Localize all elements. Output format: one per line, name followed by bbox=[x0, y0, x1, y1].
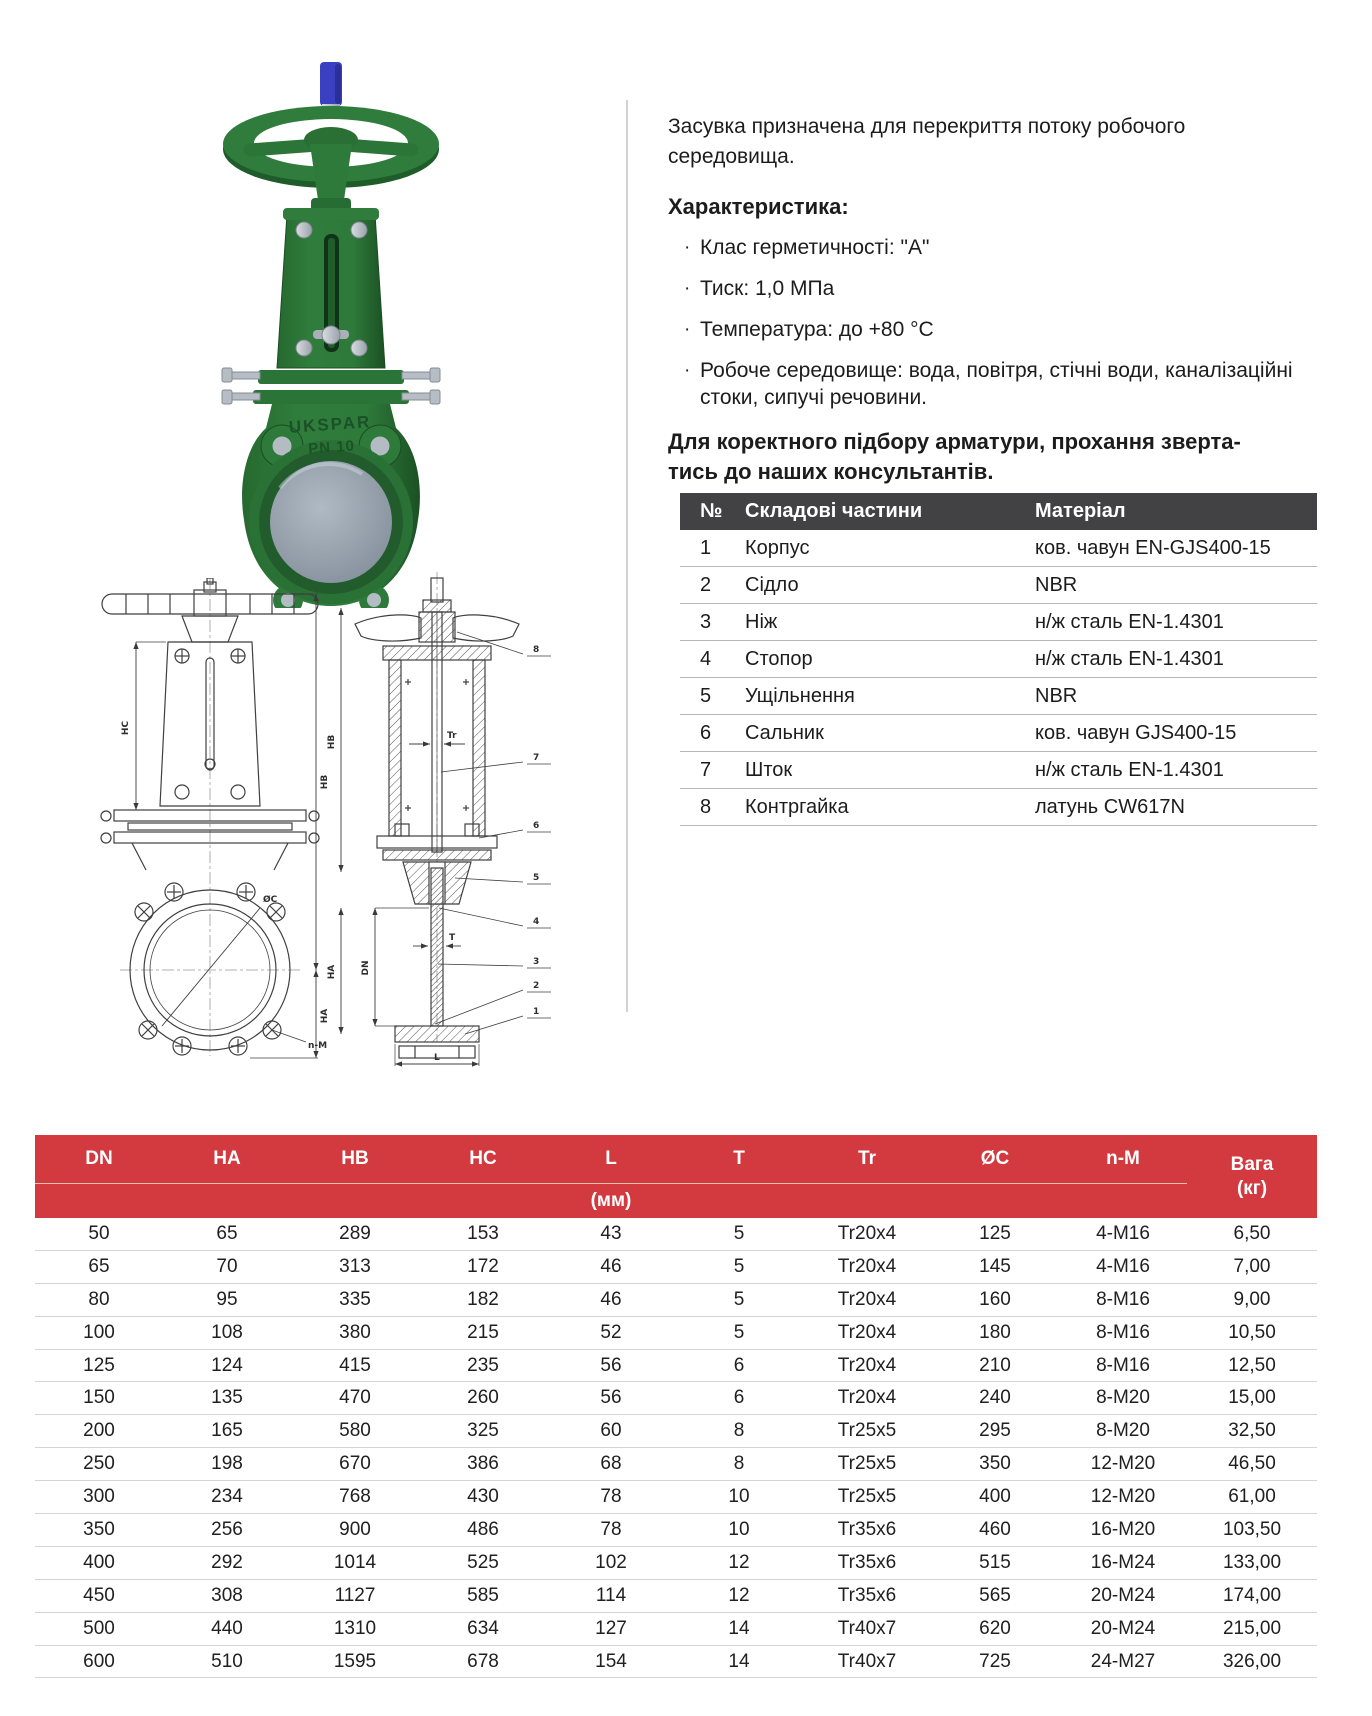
front-dim-hc: HC bbox=[121, 720, 131, 736]
cell-l: 68 bbox=[600, 1453, 622, 1475]
cell-weight: 7,00 bbox=[1233, 1255, 1271, 1277]
parts-table-row bbox=[680, 752, 1317, 789]
valve-photo bbox=[171, 48, 601, 608]
cell-hb: 415 bbox=[339, 1354, 371, 1376]
dim-header-cell: HB bbox=[341, 1148, 369, 1169]
cell-weight: 9,00 bbox=[1233, 1288, 1271, 1310]
valve-graphic bbox=[222, 62, 440, 608]
dimensions-table-header bbox=[35, 1135, 1317, 1218]
dimension-row bbox=[35, 1284, 1317, 1317]
part-material: н/ж сталь EN-1.4301 bbox=[1035, 647, 1224, 670]
cell-hb: 289 bbox=[339, 1222, 371, 1244]
cell-oc: 515 bbox=[979, 1551, 1011, 1573]
parts-table-row bbox=[680, 530, 1317, 567]
cell-weight: 61,00 bbox=[1228, 1486, 1276, 1508]
callout-3: 3 bbox=[533, 957, 540, 967]
cell-ha: 65 bbox=[216, 1222, 238, 1244]
cell-oc: 620 bbox=[979, 1617, 1011, 1639]
dimension-row bbox=[35, 1481, 1317, 1514]
cell-hc: 486 bbox=[467, 1518, 499, 1540]
dim-header-cell: ØC bbox=[980, 1148, 1010, 1169]
dimension-row bbox=[35, 1218, 1317, 1251]
section-dim-hb: HB bbox=[327, 734, 337, 750]
cell-dn: 250 bbox=[83, 1453, 115, 1475]
cell-tr: Tr20x4 bbox=[837, 1288, 897, 1310]
part-material: н/ж сталь EN-1.4301 bbox=[1035, 758, 1224, 781]
part-material: латунь CW617N bbox=[1035, 795, 1185, 818]
cell-tr: Tr25x5 bbox=[837, 1453, 897, 1475]
cell-l: 78 bbox=[600, 1518, 622, 1540]
characteristic-item bbox=[668, 275, 1313, 302]
part-name: Стопор bbox=[745, 647, 813, 670]
cell-t: 5 bbox=[733, 1255, 745, 1277]
cell-t: 10 bbox=[728, 1518, 750, 1540]
cell-t: 10 bbox=[728, 1486, 750, 1508]
parts-table-row bbox=[680, 604, 1317, 641]
cell-hc: 260 bbox=[467, 1387, 499, 1409]
pn-emboss: PN 10 bbox=[307, 437, 356, 458]
cell-weight: 103,50 bbox=[1222, 1518, 1282, 1540]
cell-l: 56 bbox=[600, 1387, 622, 1409]
cell-tr: Tr35x6 bbox=[837, 1584, 897, 1606]
cell-t: 5 bbox=[733, 1288, 745, 1310]
bullet-icon: · bbox=[684, 237, 691, 258]
cell-hb: 580 bbox=[339, 1420, 371, 1442]
cell-dn: 600 bbox=[83, 1650, 115, 1672]
cell-ha: 440 bbox=[211, 1617, 243, 1639]
part-name: Контргайка bbox=[745, 795, 849, 818]
cell-nm: 12-M20 bbox=[1090, 1486, 1156, 1508]
dimension-row bbox=[35, 1350, 1317, 1383]
cell-t: 8 bbox=[733, 1420, 745, 1442]
cell-t: 6 bbox=[733, 1387, 745, 1409]
cell-t: 12 bbox=[728, 1551, 750, 1573]
cell-l: 114 bbox=[595, 1584, 627, 1606]
cell-weight: 133,00 bbox=[1222, 1551, 1282, 1573]
cell-t: 6 bbox=[733, 1354, 745, 1376]
part-number: 2 bbox=[700, 573, 712, 596]
part-name: Ущільнення bbox=[745, 684, 855, 707]
cell-weight: 10,50 bbox=[1228, 1321, 1276, 1343]
cell-hc: 182 bbox=[467, 1288, 499, 1310]
part-material: NBR bbox=[1035, 573, 1078, 596]
cell-ha: 124 bbox=[211, 1354, 243, 1376]
cell-l: 154 bbox=[595, 1650, 627, 1672]
cell-dn: 125 bbox=[83, 1354, 115, 1376]
cell-hc: 235 bbox=[467, 1354, 499, 1376]
part-name: Сальник bbox=[745, 721, 824, 744]
cell-dn: 500 bbox=[83, 1617, 115, 1639]
cell-oc: 565 bbox=[979, 1584, 1011, 1606]
dimension-row bbox=[35, 1514, 1317, 1547]
cell-hb: 1127 bbox=[334, 1584, 376, 1606]
cell-nm: 8-M16 bbox=[1096, 1321, 1150, 1343]
callout-8: 8 bbox=[533, 645, 540, 655]
cell-oc: 460 bbox=[979, 1518, 1011, 1540]
cell-l: 52 bbox=[600, 1321, 622, 1343]
cell-ha: 198 bbox=[211, 1453, 243, 1475]
cell-ha: 95 bbox=[216, 1288, 238, 1310]
brand-emboss: UKSPAR bbox=[288, 412, 372, 437]
parts-table-body bbox=[680, 530, 1317, 826]
cell-ha: 308 bbox=[211, 1584, 243, 1606]
part-number: 5 bbox=[700, 684, 712, 707]
cell-tr: Tr35x6 bbox=[837, 1518, 897, 1540]
cell-dn: 150 bbox=[83, 1387, 115, 1409]
cell-hc: 215 bbox=[467, 1321, 499, 1343]
cell-hc: 172 bbox=[467, 1255, 499, 1277]
part-material: NBR bbox=[1035, 684, 1078, 707]
bullet-icon: · bbox=[684, 319, 691, 340]
bullet-icon: · bbox=[684, 360, 691, 381]
cell-hb: 470 bbox=[339, 1387, 371, 1409]
cell-weight: 215,00 bbox=[1222, 1617, 1282, 1639]
cell-nm: 4-M16 bbox=[1096, 1222, 1150, 1244]
weight-header-unit: (кг) bbox=[1236, 1177, 1268, 1199]
callout-6: 6 bbox=[533, 821, 540, 831]
dim-header-cell: HA bbox=[213, 1148, 241, 1169]
cell-tr: Tr40x7 bbox=[837, 1650, 897, 1672]
cell-t: 5 bbox=[733, 1321, 745, 1343]
cell-hc: 678 bbox=[467, 1650, 499, 1672]
dimension-row bbox=[35, 1415, 1317, 1448]
section-dim-l: L bbox=[434, 1053, 440, 1063]
cell-hb: 900 bbox=[339, 1518, 371, 1540]
cell-tr: Tr20x4 bbox=[837, 1354, 897, 1376]
cell-ha: 510 bbox=[211, 1650, 243, 1672]
cell-oc: 400 bbox=[979, 1486, 1011, 1508]
cell-oc: 180 bbox=[979, 1321, 1011, 1343]
part-number: 7 bbox=[700, 758, 712, 781]
cell-t: 12 bbox=[728, 1584, 750, 1606]
cell-t: 14 bbox=[728, 1617, 750, 1639]
part-number: 4 bbox=[700, 647, 712, 670]
parts-table bbox=[680, 493, 1317, 826]
dimension-row bbox=[35, 1317, 1317, 1350]
cell-tr: Tr20x4 bbox=[837, 1222, 897, 1244]
bullet-icon: · bbox=[684, 278, 691, 299]
dim-header-cell: L bbox=[605, 1148, 617, 1169]
dimension-row bbox=[35, 1382, 1317, 1415]
callout-7: 7 bbox=[533, 753, 540, 763]
part-material: ков. чавун GJS400-15 bbox=[1035, 721, 1237, 744]
cell-l: 78 bbox=[600, 1486, 622, 1508]
cell-hc: 585 bbox=[467, 1584, 499, 1606]
front-dim-hb: HB bbox=[320, 774, 330, 790]
cell-hb: 380 bbox=[339, 1321, 371, 1343]
parts-table-row bbox=[680, 715, 1317, 752]
part-number: 6 bbox=[700, 721, 712, 744]
cell-tr: Tr20x4 bbox=[837, 1255, 897, 1277]
vertical-divider bbox=[626, 100, 628, 1012]
front-view-drawing bbox=[70, 578, 350, 1068]
cell-dn: 300 bbox=[83, 1486, 115, 1508]
section-dim-dn: DN bbox=[361, 960, 371, 976]
cell-oc: 295 bbox=[979, 1420, 1011, 1442]
cell-ha: 165 bbox=[211, 1420, 243, 1442]
cell-weight: 46,50 bbox=[1228, 1453, 1276, 1475]
cell-dn: 65 bbox=[88, 1255, 110, 1277]
callout-1: 1 bbox=[533, 1007, 540, 1017]
cell-nm: 20-M24 bbox=[1090, 1617, 1156, 1639]
cell-hb: 1595 bbox=[333, 1650, 377, 1672]
cell-weight: 15,00 bbox=[1228, 1387, 1276, 1409]
cell-ha: 234 bbox=[211, 1486, 243, 1508]
parts-header-name: Складові частини bbox=[745, 500, 923, 522]
characteristic-item bbox=[668, 357, 1313, 411]
cell-t: 5 bbox=[733, 1222, 745, 1244]
dimension-row bbox=[35, 1547, 1317, 1580]
cell-nm: 4-M16 bbox=[1096, 1255, 1150, 1277]
cell-hc: 525 bbox=[467, 1551, 499, 1573]
section-view-drawing bbox=[325, 572, 605, 1072]
cell-l: 46 bbox=[600, 1288, 622, 1310]
cell-oc: 725 bbox=[979, 1650, 1011, 1672]
part-number: 1 bbox=[700, 536, 712, 559]
cell-ha: 108 bbox=[211, 1321, 243, 1343]
characteristic-text: Тиск: 1,0 МПа bbox=[700, 277, 835, 300]
stem-cap-shade bbox=[335, 64, 341, 104]
cell-l: 60 bbox=[600, 1420, 622, 1442]
cell-dn: 450 bbox=[83, 1584, 115, 1606]
cell-t: 8 bbox=[733, 1453, 745, 1475]
section-dim-ha: HA bbox=[327, 964, 337, 980]
dim-header-cell: HC bbox=[469, 1148, 497, 1169]
cell-tr: Tr20x4 bbox=[837, 1321, 897, 1343]
cell-nm: 16-M20 bbox=[1090, 1518, 1156, 1540]
characteristic-text: Температура: до +80 °C bbox=[700, 318, 934, 341]
consultant-note bbox=[668, 427, 1313, 487]
cell-l: 102 bbox=[595, 1551, 627, 1573]
cell-weight: 174,00 bbox=[1222, 1584, 1282, 1606]
dimensions-table-body bbox=[35, 1218, 1317, 1678]
cell-hc: 634 bbox=[467, 1617, 499, 1639]
unit-row: (мм) bbox=[35, 1183, 1187, 1218]
cell-nm: 8-M20 bbox=[1096, 1420, 1150, 1442]
cell-dn: 200 bbox=[83, 1420, 115, 1442]
cell-l: 127 bbox=[595, 1617, 627, 1639]
characteristic-item bbox=[668, 316, 1313, 343]
cell-ha: 292 bbox=[211, 1551, 243, 1573]
front-dim-nm: n-M bbox=[308, 1041, 328, 1051]
cell-nm: 8-M16 bbox=[1096, 1354, 1150, 1376]
cell-ha: 135 bbox=[211, 1387, 243, 1409]
dim-header-cell: T bbox=[733, 1148, 745, 1169]
cell-hc: 386 bbox=[467, 1453, 499, 1475]
cell-t: 14 bbox=[728, 1650, 750, 1672]
weight-header bbox=[1187, 1135, 1317, 1218]
callout-4: 4 bbox=[533, 917, 540, 927]
cell-ha: 256 bbox=[211, 1518, 243, 1540]
gland-flange bbox=[222, 368, 440, 404]
callout-5: 5 bbox=[533, 873, 540, 883]
parts-table-row bbox=[680, 567, 1317, 604]
cell-nm: 20-M24 bbox=[1090, 1584, 1156, 1606]
cell-weight: 32,50 bbox=[1228, 1420, 1276, 1442]
note-line-2: тись до наших консультантів. bbox=[668, 459, 994, 484]
cell-oc: 350 bbox=[979, 1453, 1011, 1475]
parts-table-header bbox=[680, 493, 1317, 530]
dimension-row bbox=[35, 1613, 1317, 1646]
cell-dn: 400 bbox=[83, 1551, 115, 1573]
dimension-row bbox=[35, 1251, 1317, 1284]
cell-oc: 240 bbox=[979, 1387, 1011, 1409]
weight-header-label: Вага bbox=[1230, 1153, 1274, 1175]
characteristic-item bbox=[668, 234, 1313, 261]
cell-oc: 125 bbox=[979, 1222, 1011, 1244]
part-material: ков. чавун EN-GJS400-15 bbox=[1035, 536, 1271, 559]
cell-l: 46 bbox=[600, 1255, 622, 1277]
dim-header-cell: Tr bbox=[858, 1148, 876, 1169]
lead-paragraph: Засувка призначена для перекриття потоку робочого середовища. bbox=[668, 115, 1186, 168]
cell-hb: 313 bbox=[339, 1255, 371, 1277]
cell-tr: Tr20x4 bbox=[837, 1387, 897, 1409]
cell-oc: 160 bbox=[979, 1288, 1011, 1310]
dimension-row bbox=[35, 1580, 1317, 1613]
cell-dn: 80 bbox=[88, 1288, 110, 1310]
cell-dn: 350 bbox=[83, 1518, 115, 1540]
cell-hc: 153 bbox=[467, 1222, 499, 1244]
dim-header-cell: n-M bbox=[1106, 1148, 1140, 1169]
cell-nm: 16-M24 bbox=[1090, 1551, 1156, 1573]
cell-dn: 100 bbox=[83, 1321, 115, 1343]
cell-tr: Tr25x5 bbox=[837, 1486, 897, 1508]
characteristic-text: Робоче середовище: вода, повітря, стічні води, каналізаційні стоки, сипучі речовини. bbox=[700, 359, 1293, 409]
yoke bbox=[277, 208, 385, 368]
front-dim-oc: ØC bbox=[263, 895, 278, 905]
cell-l: 56 bbox=[600, 1354, 622, 1376]
intro-block bbox=[668, 112, 1313, 487]
handwheel bbox=[223, 106, 439, 200]
note-line-1: Для коректного підбору арматури, прохання зверта- bbox=[668, 429, 1241, 454]
characteristics-title: Характеристика: bbox=[668, 194, 849, 219]
cell-tr: Tr25x5 bbox=[837, 1420, 897, 1442]
dim-header-cell: DN bbox=[85, 1148, 113, 1169]
part-number: 8 bbox=[700, 795, 712, 818]
cell-oc: 145 bbox=[979, 1255, 1011, 1277]
cell-dn: 50 bbox=[88, 1222, 110, 1244]
cell-tr: Tr40x7 bbox=[837, 1617, 897, 1639]
part-number: 3 bbox=[700, 610, 712, 633]
characteristic-text: Клас герметичності: "А" bbox=[700, 236, 930, 259]
cell-weight: 12,50 bbox=[1228, 1354, 1276, 1376]
parts-header-number: № bbox=[700, 500, 723, 522]
cell-nm: 8-M16 bbox=[1096, 1288, 1150, 1310]
cell-hb: 768 bbox=[339, 1486, 371, 1508]
cell-weight: 326,00 bbox=[1222, 1650, 1282, 1672]
cell-hc: 325 bbox=[467, 1420, 499, 1442]
characteristics-list bbox=[668, 234, 1313, 411]
cell-hb: 335 bbox=[339, 1288, 371, 1310]
cell-hb: 1014 bbox=[333, 1551, 377, 1573]
part-material: н/ж сталь EN-1.4301 bbox=[1035, 610, 1224, 633]
parts-table-row bbox=[680, 789, 1317, 826]
callout-2: 2 bbox=[533, 981, 540, 991]
cell-nm: 8-M20 bbox=[1096, 1387, 1150, 1409]
front-dim-ha: HA bbox=[320, 1008, 330, 1024]
part-name: Ніж bbox=[745, 610, 778, 633]
cell-hb: 1310 bbox=[333, 1617, 377, 1639]
parts-table-row bbox=[680, 641, 1317, 678]
cell-weight: 6,50 bbox=[1233, 1222, 1271, 1244]
dimensions-table bbox=[35, 1135, 1317, 1678]
section-dim-tr: Tr bbox=[447, 731, 457, 741]
part-name: Сідло bbox=[745, 573, 799, 596]
cell-nm: 24-M27 bbox=[1090, 1650, 1156, 1672]
cell-tr: Tr35x6 bbox=[837, 1551, 897, 1573]
cell-oc: 210 bbox=[979, 1354, 1011, 1376]
part-name: Шток bbox=[745, 758, 793, 781]
dimension-row bbox=[35, 1448, 1317, 1481]
parts-table-row bbox=[680, 678, 1317, 715]
part-name: Корпус bbox=[745, 536, 810, 559]
cell-ha: 70 bbox=[216, 1255, 238, 1277]
cell-nm: 12-M20 bbox=[1090, 1453, 1156, 1475]
cell-hc: 430 bbox=[467, 1486, 499, 1508]
parts-header-material: Матеріал bbox=[1035, 500, 1126, 522]
cell-hb: 670 bbox=[339, 1453, 371, 1475]
section-dim-t: T bbox=[449, 933, 456, 943]
cell-l: 43 bbox=[600, 1222, 622, 1244]
dimension-row bbox=[35, 1646, 1317, 1679]
